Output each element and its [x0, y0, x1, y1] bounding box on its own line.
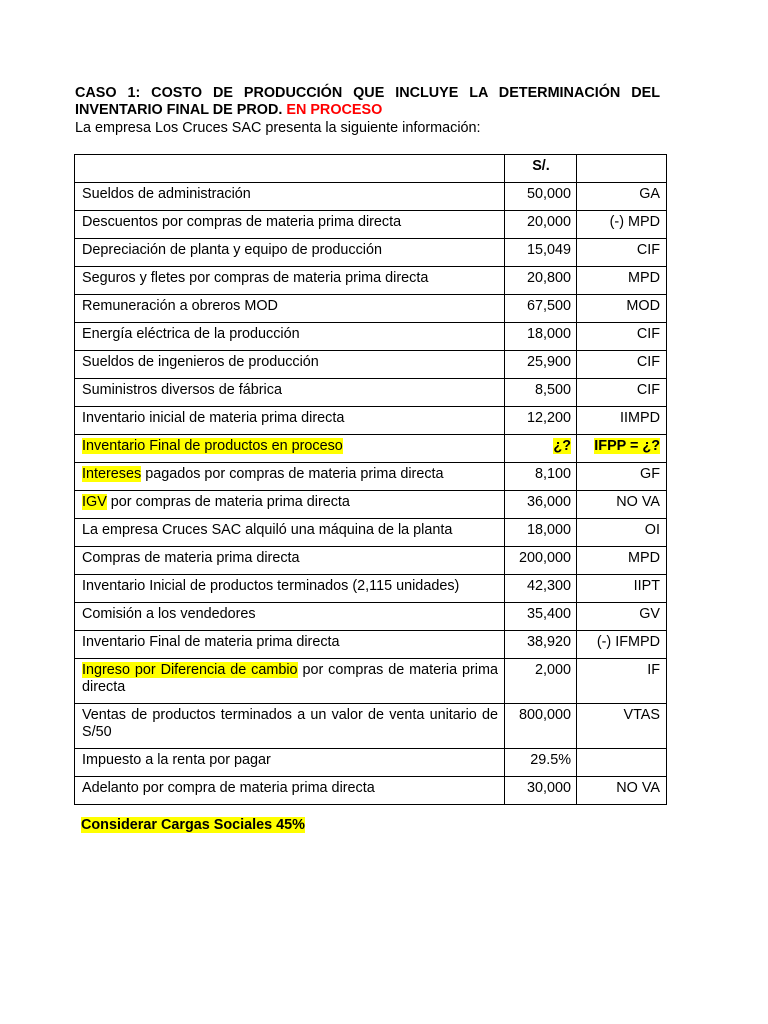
row-desc: Inventario Inicial de productos terminados (2,115 unidades) [75, 575, 505, 603]
row-class: CIF [577, 351, 667, 379]
row-class: GF [577, 463, 667, 491]
row-desc: Inventario Final de materia prima directa [75, 631, 505, 659]
row-amount: 20,000 [505, 211, 577, 239]
table-row [75, 749, 667, 777]
table-row [75, 659, 667, 704]
row-desc: Inventario inicial de materia prima directa [75, 407, 505, 435]
row-amount: 42,300 [505, 575, 577, 603]
row-desc: Impuesto a la renta por pagar [75, 749, 505, 777]
row-desc: Adelanto por compra de materia prima directa [75, 777, 505, 805]
table-row [75, 295, 667, 323]
table-row [75, 631, 667, 659]
table-row [75, 575, 667, 603]
row-desc: Descuentos por compras de materia prima directa [75, 211, 505, 239]
header-class-cell [577, 155, 667, 183]
table-row [75, 267, 667, 295]
table-row [75, 379, 667, 407]
row-desc-highlight: Intereses [82, 466, 142, 482]
row-desc: La empresa Cruces SAC alquiló una máquina de la planta [75, 519, 505, 547]
row-amount: 50,000 [505, 183, 577, 211]
row-class: IIMPD [577, 407, 667, 435]
row-class: NO VA [577, 777, 667, 805]
row-class: MOD [577, 295, 667, 323]
table-row [75, 704, 667, 749]
row-amount: 800,000 [505, 704, 577, 749]
row-desc: Compras de materia prima directa [75, 547, 505, 575]
row-amount: 30,000 [505, 777, 577, 805]
row-amount: 25,900 [505, 351, 577, 379]
row-class: CIF [577, 239, 667, 267]
header-desc-cell [75, 155, 505, 183]
row-amount: 15,049 [505, 239, 577, 267]
table-row [75, 777, 667, 805]
row-desc: Suministros diversos de fábrica [75, 379, 505, 407]
row-class: OI [577, 519, 667, 547]
row-desc-rest: por compras de materia prima directa [82, 662, 498, 695]
row-amount: 67,500 [505, 295, 577, 323]
row-class: VTAS [577, 704, 667, 749]
table-row [75, 323, 667, 351]
social-charges-note-text: Considerar Cargas Sociales 45% [81, 817, 305, 833]
row-desc-rest: pagados por compras de materia prima directa [141, 466, 444, 482]
row-desc-rest: por compras de materia prima directa [106, 494, 350, 510]
row-class: GA [577, 183, 667, 211]
row-desc-highlight: Ingreso por Diferencia de cambio [82, 662, 298, 678]
row-class: MPD [577, 267, 667, 295]
row-amount: 38,920 [505, 631, 577, 659]
table-row [75, 519, 667, 547]
row-class: IF [577, 659, 667, 704]
row-amount: 20,800 [505, 267, 577, 295]
row-class: GV [577, 603, 667, 631]
row-desc-highlight: Inventario Final de productos en proceso [82, 438, 343, 454]
row-desc: Sueldos de ingenieros de producción [75, 351, 505, 379]
row-desc [75, 435, 505, 463]
table-row [75, 407, 667, 435]
row-class: MPD [577, 547, 667, 575]
row-class-highlight: IFPP = ¿? [594, 438, 660, 454]
row-amount: 12,200 [505, 407, 577, 435]
row-amount: 18,000 [505, 519, 577, 547]
table-row [75, 547, 667, 575]
row-amount: 18,000 [505, 323, 577, 351]
table-row [75, 351, 667, 379]
row-class: NO VA [577, 491, 667, 519]
table-header-row [75, 155, 667, 183]
table-row [75, 491, 667, 519]
row-class: (-) MPD [577, 211, 667, 239]
table-row [75, 239, 667, 267]
row-desc-highlight: IGV [82, 494, 107, 510]
table-row [75, 463, 667, 491]
row-amount: 200,000 [505, 547, 577, 575]
row-class: (-) IFMPD [577, 631, 667, 659]
row-desc: Energía eléctrica de la producción [75, 323, 505, 351]
social-charges-note [81, 817, 305, 834]
row-desc: Depreciación de planta y equipo de producción [75, 239, 505, 267]
row-desc: Sueldos de administración [75, 183, 505, 211]
row-class: IIPT [577, 575, 667, 603]
row-amount: 29.5% [505, 749, 577, 777]
table-row [75, 183, 667, 211]
case-title-main: CASO 1: COSTO DE PRODUCCIÓN QUE INCLUYE LA DETERMINACIÓN DEL INVENTARIO FINAL DE PROD. [75, 85, 660, 118]
table-row-highlighted [75, 435, 667, 463]
row-desc [75, 463, 505, 491]
row-desc [75, 659, 505, 704]
row-amount-highlight: ¿? [553, 438, 571, 454]
row-class [577, 749, 667, 777]
row-amount: 2,000 [505, 659, 577, 704]
row-desc: Seguros y fletes por compras de materia prima directa [75, 267, 505, 295]
row-amount [505, 435, 577, 463]
row-amount: 36,000 [505, 491, 577, 519]
row-class: CIF [577, 379, 667, 407]
case-title [75, 85, 660, 119]
cost-table [74, 154, 667, 805]
row-amount: 35,400 [505, 603, 577, 631]
row-class [577, 435, 667, 463]
case-title-highlight: EN PROCESO [286, 102, 383, 118]
table-row [75, 603, 667, 631]
row-desc: Ventas de productos terminados a un valor de venta unitario de S/50 [75, 704, 505, 749]
row-desc: Remuneración a obreros MOD [75, 295, 505, 323]
row-amount: 8,500 [505, 379, 577, 407]
intro-text: La empresa Los Cruces SAC presenta la siguiente información: [75, 120, 481, 136]
header-amount-cell: S/. [505, 155, 577, 183]
row-desc [75, 491, 505, 519]
table-row [75, 211, 667, 239]
row-class: CIF [577, 323, 667, 351]
row-amount: 8,100 [505, 463, 577, 491]
row-desc: Comisión a los vendedores [75, 603, 505, 631]
